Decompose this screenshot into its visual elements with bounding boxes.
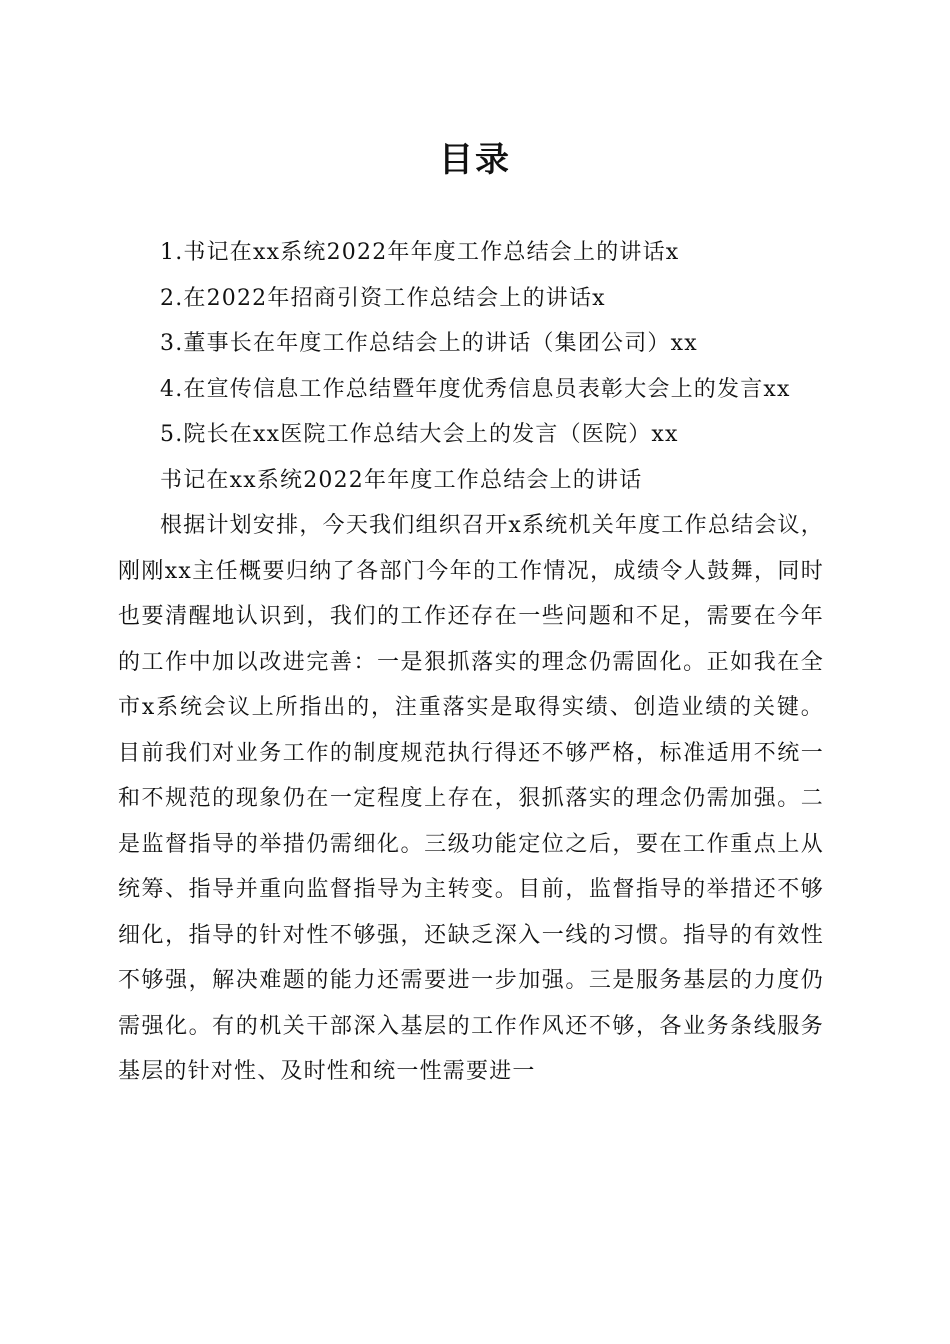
section-heading: 书记在xx系统2022年年度工作总结会上的讲话	[160, 467, 643, 493]
toc-item-2: 2.在2022年招商引资工作总结会上的讲话x	[160, 285, 606, 311]
toc-item-3: 3.董事长在年度工作总结会上的讲话（集团公司）xx	[160, 331, 698, 356]
page-title: 目录	[439, 140, 511, 180]
body-paragraph: 根据计划安排，今天我们组织召开x系统机关年度工作总结会议，刚刚xx主任概要归纳了各部门今年的工作情况，成绩令人鼓舞，同时也要清醒地认识到，我们的工作还存在一些问题和不足，需要在今年的工作中加以改进完善：一是狠抓落实的理念仍需固化。正如我在全市x系统会议上所指出的，注重落实是取得实绩、创造业绩的关键。目前我们对业务工作的制度规范执行得还不够严格，标准适用不统一和不规范的现象仍在一定程度上存在，狠抓落实的理念仍需加强。二是监督指导的举措仍需细化。三级功能定位之后，要在工作重点上从统筹、指导并重向监督指导为主转变。目前，监督指导的举措还不够细化，指导的针对性不够强，还缺乏深入一线的习惯。指导的有效性不够强，解决难题的能力还需要进一步加强。三是服务基层的力度仍需强化。有的机关干部深入基层的工作作风还不够，各业务条线服务基层的针对性、及时性和统一性需要进一	[118, 513, 824, 1084]
toc-item-4: 4.在宣传信息工作总结暨年度优秀信息员表彰大会上的发言xx	[160, 376, 791, 402]
toc-item-5: 5.院长在xx医院工作总结大会上的发言（医院）xx	[160, 422, 679, 447]
toc-item-1: 1.书记在xx系统2022年年度工作总结会上的讲话x	[160, 240, 680, 265]
document-content	[118, 230, 824, 1095]
